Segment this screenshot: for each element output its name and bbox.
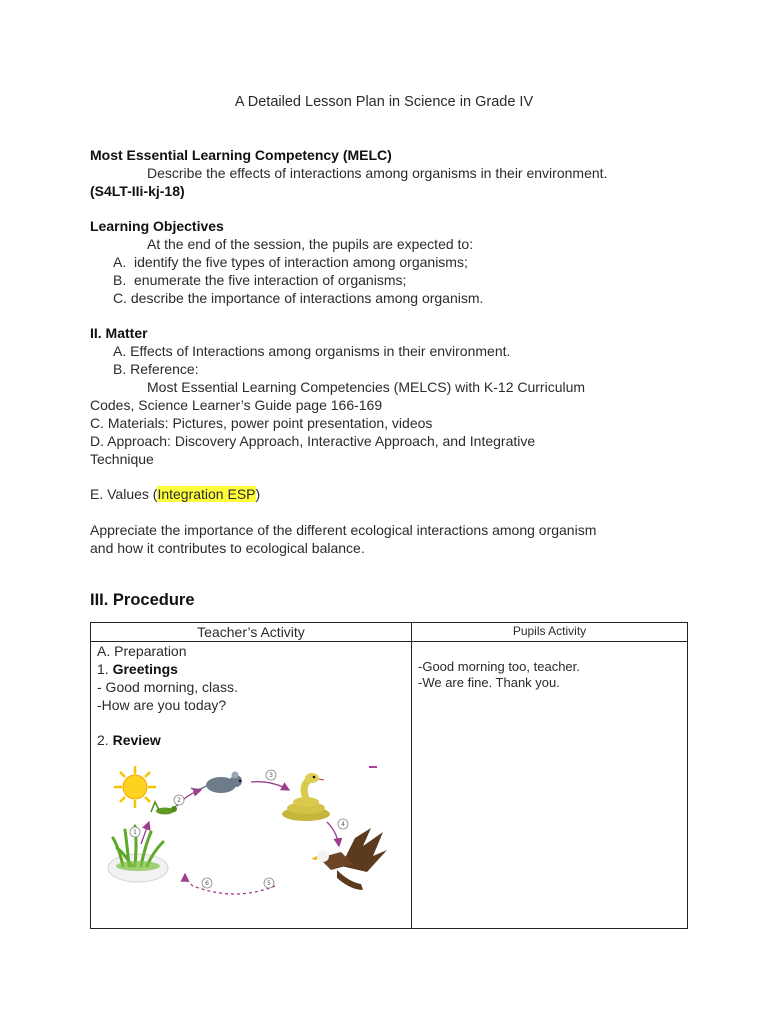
matter-item-b: B. Reference: bbox=[113, 361, 199, 377]
greetings-label bbox=[97, 661, 178, 677]
svg-text:6: 6 bbox=[205, 880, 209, 888]
matter-heading: II. Matter bbox=[90, 325, 148, 341]
values-text-line2: and how it contributes to ecological balance. bbox=[90, 540, 365, 556]
page-title: A Detailed Lesson Plan in Science in Grade IV bbox=[234, 94, 534, 110]
step-badge bbox=[264, 878, 274, 888]
values-text-line1: Appreciate the importance of the different ecological interactions among organism bbox=[90, 522, 597, 538]
teacher-activity-header: Teacher’s Activity bbox=[91, 623, 412, 642]
step-badge bbox=[266, 770, 276, 780]
pupils-activity-header: Pupils Activity bbox=[412, 623, 688, 642]
decoration-mark bbox=[369, 766, 377, 768]
review-title: Review bbox=[112, 732, 161, 748]
pupils-response-line2: -We are fine. Thank you. bbox=[418, 675, 560, 690]
svg-text:4: 4 bbox=[341, 821, 345, 829]
objective-text: describe the importance of interactions among organism. bbox=[130, 290, 484, 306]
teacher-greeting-line2: -How are you today? bbox=[97, 697, 227, 713]
matter-item-d-line1: D. Approach: Discovery Approach, Interactive Approach, and Integrative bbox=[90, 433, 536, 449]
melc-code: (S4LT-IIi-kj-18) bbox=[90, 183, 185, 199]
matter-reference-line1: Most Essential Learning Competencies (MELCS) with K-12 Curriculum bbox=[147, 379, 586, 395]
objective-item-c bbox=[113, 290, 483, 306]
objective-marker: A. bbox=[113, 254, 127, 270]
review-label bbox=[97, 732, 161, 748]
objective-text: enumerate the five interaction of organisms; bbox=[134, 272, 407, 288]
objective-item-b bbox=[113, 272, 406, 288]
step-badge bbox=[130, 827, 140, 837]
objectives-intro: At the end of the session, the pupils are expected to: bbox=[147, 236, 474, 252]
teacher-activity-cell bbox=[91, 642, 412, 929]
matter-item-d-line2: Technique bbox=[90, 451, 154, 467]
melc-text: Describe the effects of interactions among organisms in their environment. bbox=[147, 165, 608, 181]
greetings-number: 1. bbox=[97, 661, 113, 677]
greetings-title: Greetings bbox=[112, 661, 178, 677]
sun-icon bbox=[114, 766, 156, 808]
objectives-heading: Learning Objectives bbox=[90, 218, 224, 234]
procedure-heading: III. Procedure bbox=[90, 591, 195, 609]
objective-item-a bbox=[113, 254, 468, 270]
procedure-table bbox=[90, 622, 688, 929]
values-suffix: ) bbox=[255, 486, 261, 502]
svg-text:3: 3 bbox=[269, 772, 273, 780]
values-prefix: E. Values ( bbox=[90, 486, 158, 502]
matter-item-c: C. Materials: Pictures, power point presentation, videos bbox=[90, 415, 433, 431]
objective-marker: C. bbox=[113, 290, 127, 306]
melc-heading: Most Essential Learning Competency (MELC) bbox=[90, 147, 392, 163]
food-chain-diagram bbox=[105, 766, 387, 906]
svg-text:1: 1 bbox=[133, 829, 137, 837]
mouse-icon bbox=[191, 772, 242, 794]
preparation-label: A. Preparation bbox=[97, 643, 187, 659]
svg-text:5: 5 bbox=[267, 880, 271, 888]
step-badge bbox=[202, 878, 212, 888]
pupils-activity-cell bbox=[412, 642, 688, 929]
step-badge bbox=[174, 795, 184, 805]
matter-item-a: A. Effects of Interactions among organisms in their environment. bbox=[113, 343, 511, 359]
eagle-icon bbox=[311, 828, 387, 890]
objective-marker: B. bbox=[113, 272, 127, 288]
pupils-response-line1: -Good morning too, teacher. bbox=[418, 659, 580, 674]
matter-item-e bbox=[90, 486, 260, 502]
teacher-greeting-line1: - Good morning, class. bbox=[97, 679, 238, 695]
objective-text: identify the five types of interaction among organisms; bbox=[134, 254, 468, 270]
matter-reference-line2: Codes, Science Learner’s Guide page 166-169 bbox=[90, 397, 383, 413]
review-number: 2. bbox=[97, 732, 113, 748]
svg-text:2: 2 bbox=[177, 797, 181, 805]
values-highlight: Integration ESP bbox=[157, 486, 256, 502]
snake-icon bbox=[282, 773, 330, 821]
step-badge bbox=[338, 819, 348, 829]
